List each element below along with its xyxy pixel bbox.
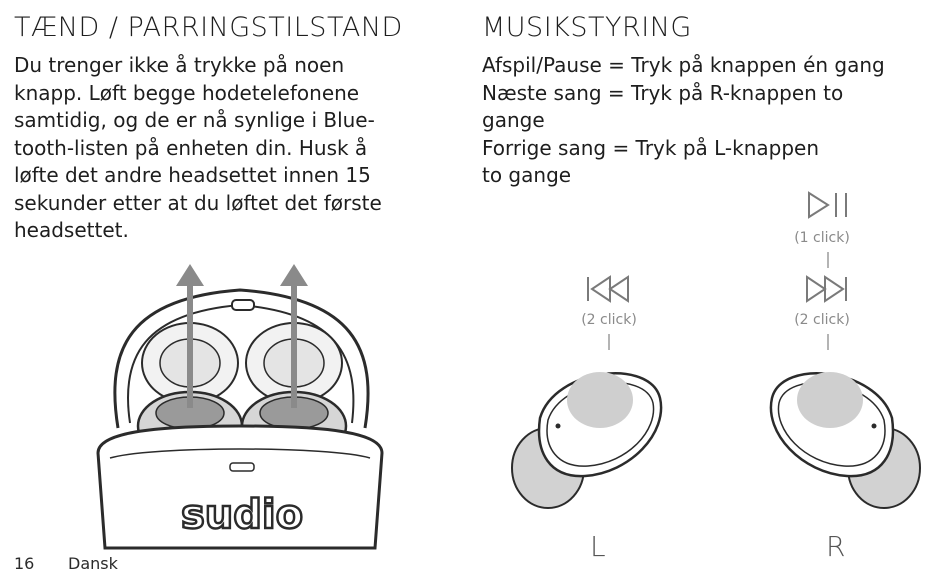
pairing-line: knapp. Løft begge hodetelefonene — [14, 80, 360, 105]
music-line: Næste sang = Tryk på R-knappen to — [482, 80, 844, 105]
music-control-text — [482, 52, 885, 190]
left-earbud-label: L — [590, 530, 606, 563]
left-earbud-illustration — [510, 358, 680, 528]
charging-case-illustration — [90, 258, 390, 558]
pairing-line: løfte det andre headsettet innen 15 — [14, 163, 371, 187]
next-track-icon — [804, 274, 854, 304]
page-number: 16 — [14, 554, 35, 573]
connector-line — [607, 334, 611, 350]
connector-line — [826, 334, 830, 350]
connector-line — [826, 252, 830, 268]
play-pause-icon — [806, 190, 854, 220]
music-line: Afspil/Pause = Tryk på knappen én gang — [482, 53, 885, 77]
pairing-line: sekunder etter at du løftet det første — [14, 190, 382, 215]
case-brand-logo: sudio — [180, 492, 304, 538]
previous-track-icon — [584, 274, 634, 304]
pairing-line: samtidig, og de er nå synlige i Blue- — [14, 108, 375, 132]
next-click-label: (2 click) — [794, 312, 850, 328]
pairing-line: Du trenger ikke å trykke på noen — [14, 53, 345, 77]
music-line: to gange — [482, 163, 572, 187]
music-line: gange — [482, 108, 545, 132]
pairing-text — [14, 52, 382, 245]
right-earbud-illustration — [752, 358, 922, 528]
language-label: Dansk — [68, 554, 118, 573]
play-pause-click-label: (1 click) — [794, 230, 850, 246]
right-earbud-label: R — [826, 530, 846, 563]
pairing-title: TÆND / PARRINGSTILSTAND — [14, 12, 403, 43]
music-control-title: MUSIKSTYRING — [482, 12, 692, 43]
music-line: Forrige sang = Tryk på L-knappen — [482, 135, 820, 160]
previous-click-label: (2 click) — [581, 312, 637, 328]
pairing-line: tooth-listen på enheten din. Husk å — [14, 135, 368, 160]
pairing-line: headsettet. — [14, 218, 129, 242]
